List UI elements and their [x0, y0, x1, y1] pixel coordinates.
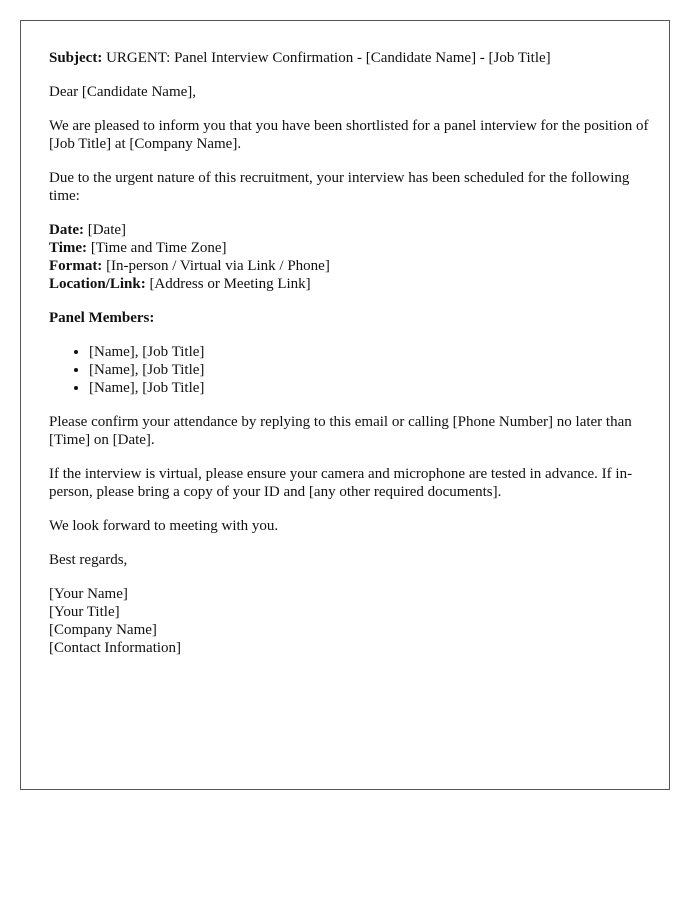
schedule-intro-paragraph: Due to the urgent nature of this recruitment, your interview has been scheduled for the following time:	[49, 170, 630, 204]
signature-name: [Your Name]	[49, 586, 128, 602]
subject-text: URGENT: Panel Interview Confirmation - [Candidate Name] - [Job Title]	[106, 50, 551, 66]
detail-date	[49, 221, 649, 239]
detail-label: Time:	[49, 240, 88, 256]
list-item: • [Name], [Job Title]	[89, 361, 649, 379]
detail-label: Format:	[49, 258, 103, 274]
signature-block	[49, 585, 649, 657]
detail-value: [In-person / Virtual via Link / Phone]	[106, 258, 330, 274]
panel-members-list	[49, 343, 649, 397]
detail-location	[49, 275, 649, 293]
signature-company: [Company Name]	[49, 622, 157, 638]
confirm-paragraph: Please confirm your attendance by replying to this email or calling [Phone Number] no later than [Time] on [Date].	[49, 414, 632, 448]
detail-time	[49, 239, 649, 257]
closing-line: We look forward to meeting with you.	[49, 518, 279, 534]
email-letter	[20, 20, 670, 790]
detail-value: [Date]	[87, 222, 127, 238]
subject-line	[49, 49, 649, 67]
signoff: Best regards,	[49, 552, 128, 568]
signature-contact: [Contact Information]	[49, 640, 182, 656]
subject-label: Subject:	[49, 50, 103, 66]
detail-label: Location/Link:	[49, 276, 146, 292]
detail-value: [Address or Meeting Link]	[149, 276, 311, 292]
detail-label: Date:	[49, 222, 84, 238]
salutation: Dear [Candidate Name],	[49, 84, 197, 100]
instructions-paragraph: If the interview is virtual, please ensure your camera and microphone are tested in advance. If in-person, please bring a copy of your ID and [any other required documents].	[49, 466, 633, 500]
list-item: • [Name], [Job Title]	[89, 343, 649, 361]
detail-value: [Time and Time Zone]	[90, 240, 227, 256]
list-item: • [Name], [Job Title]	[89, 379, 649, 397]
signature-title: [Your Title]	[49, 604, 120, 620]
intro-paragraph: We are pleased to inform you that you have been shortlisted for a panel interview for the position of [Job Title] at [Company Name].	[49, 118, 649, 152]
panel-members-heading: Panel Members:	[49, 310, 155, 326]
detail-format	[49, 257, 649, 275]
interview-details	[49, 221, 649, 293]
